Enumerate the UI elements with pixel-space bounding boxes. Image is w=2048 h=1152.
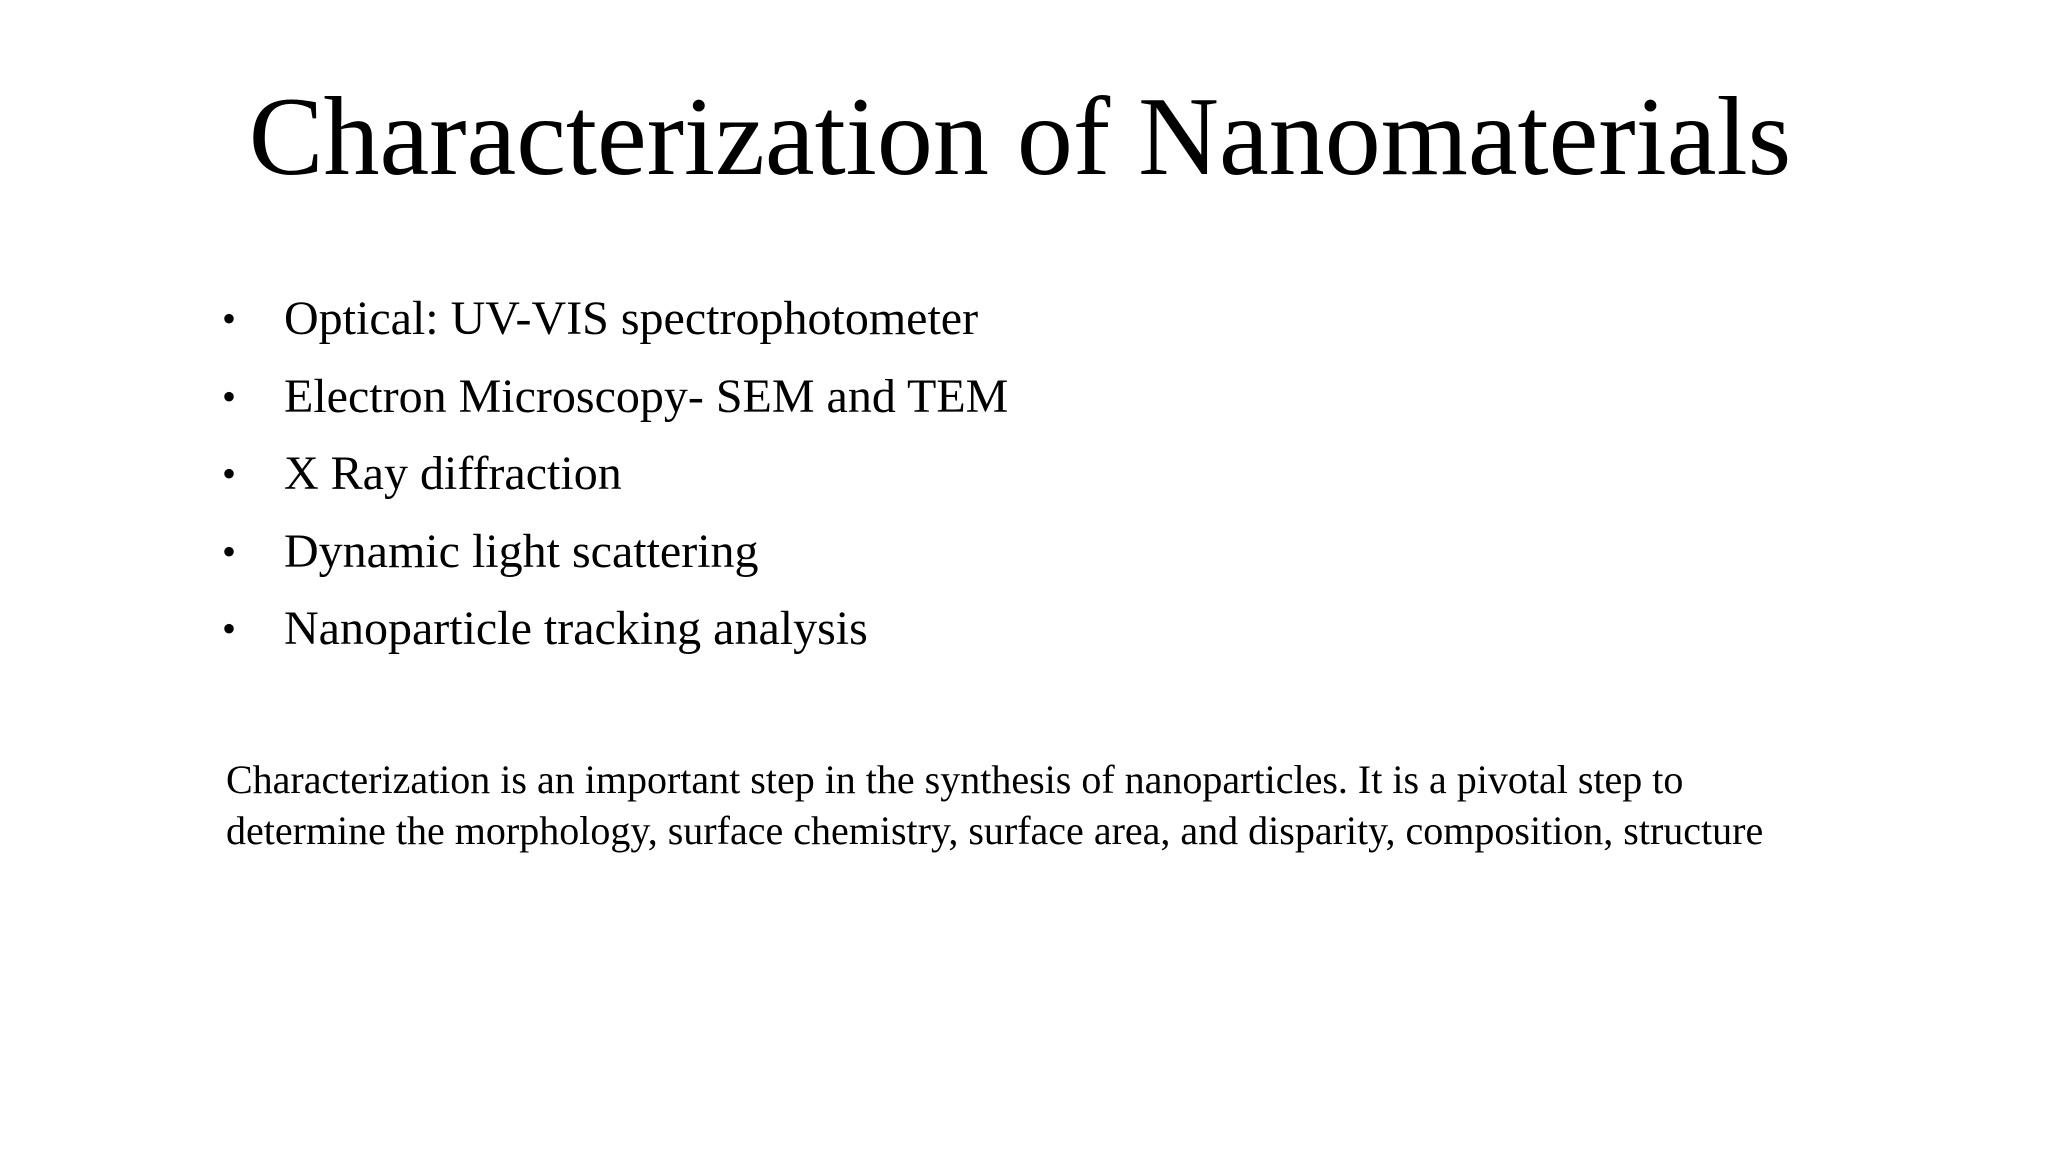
bullet-item-electron-microscopy bbox=[222, 358, 1008, 436]
slide-title bbox=[0, 72, 2048, 202]
bullet-list bbox=[222, 280, 1008, 668]
bullet-text: Dynamic light scattering bbox=[284, 524, 759, 578]
bullet-icon: • bbox=[222, 296, 237, 341]
bullet-text: Nanoparticle tracking analysis bbox=[284, 602, 868, 655]
bullet-text: Optical: UV-VIS spectrophotometer bbox=[284, 292, 979, 345]
bullet-icon: • bbox=[222, 606, 237, 651]
bullet-icon: • bbox=[222, 451, 237, 496]
bullet-item-dynamic-light-scattering bbox=[222, 513, 1008, 591]
bullet-text: X Ray diffraction bbox=[284, 447, 622, 500]
bullet-item-nanoparticle-tracking bbox=[222, 590, 1008, 668]
bullet-icon: • bbox=[222, 373, 237, 419]
bullet-text: Electron Microscopy- SEM and TEM bbox=[284, 369, 1009, 423]
description-paragraph: Characterization is an important step in the synthesis of nanoparticles. It is a pivotal step to determine the morphology, surface chemistry, surface area, and disparity, composition, structure bbox=[226, 757, 1764, 853]
bullet-icon: • bbox=[222, 528, 237, 574]
bullet-item-optical bbox=[222, 280, 1008, 358]
slide-title-text: Characterization of Nanomaterials bbox=[248, 75, 1792, 199]
bullet-item-xray-diffraction bbox=[222, 435, 1008, 513]
